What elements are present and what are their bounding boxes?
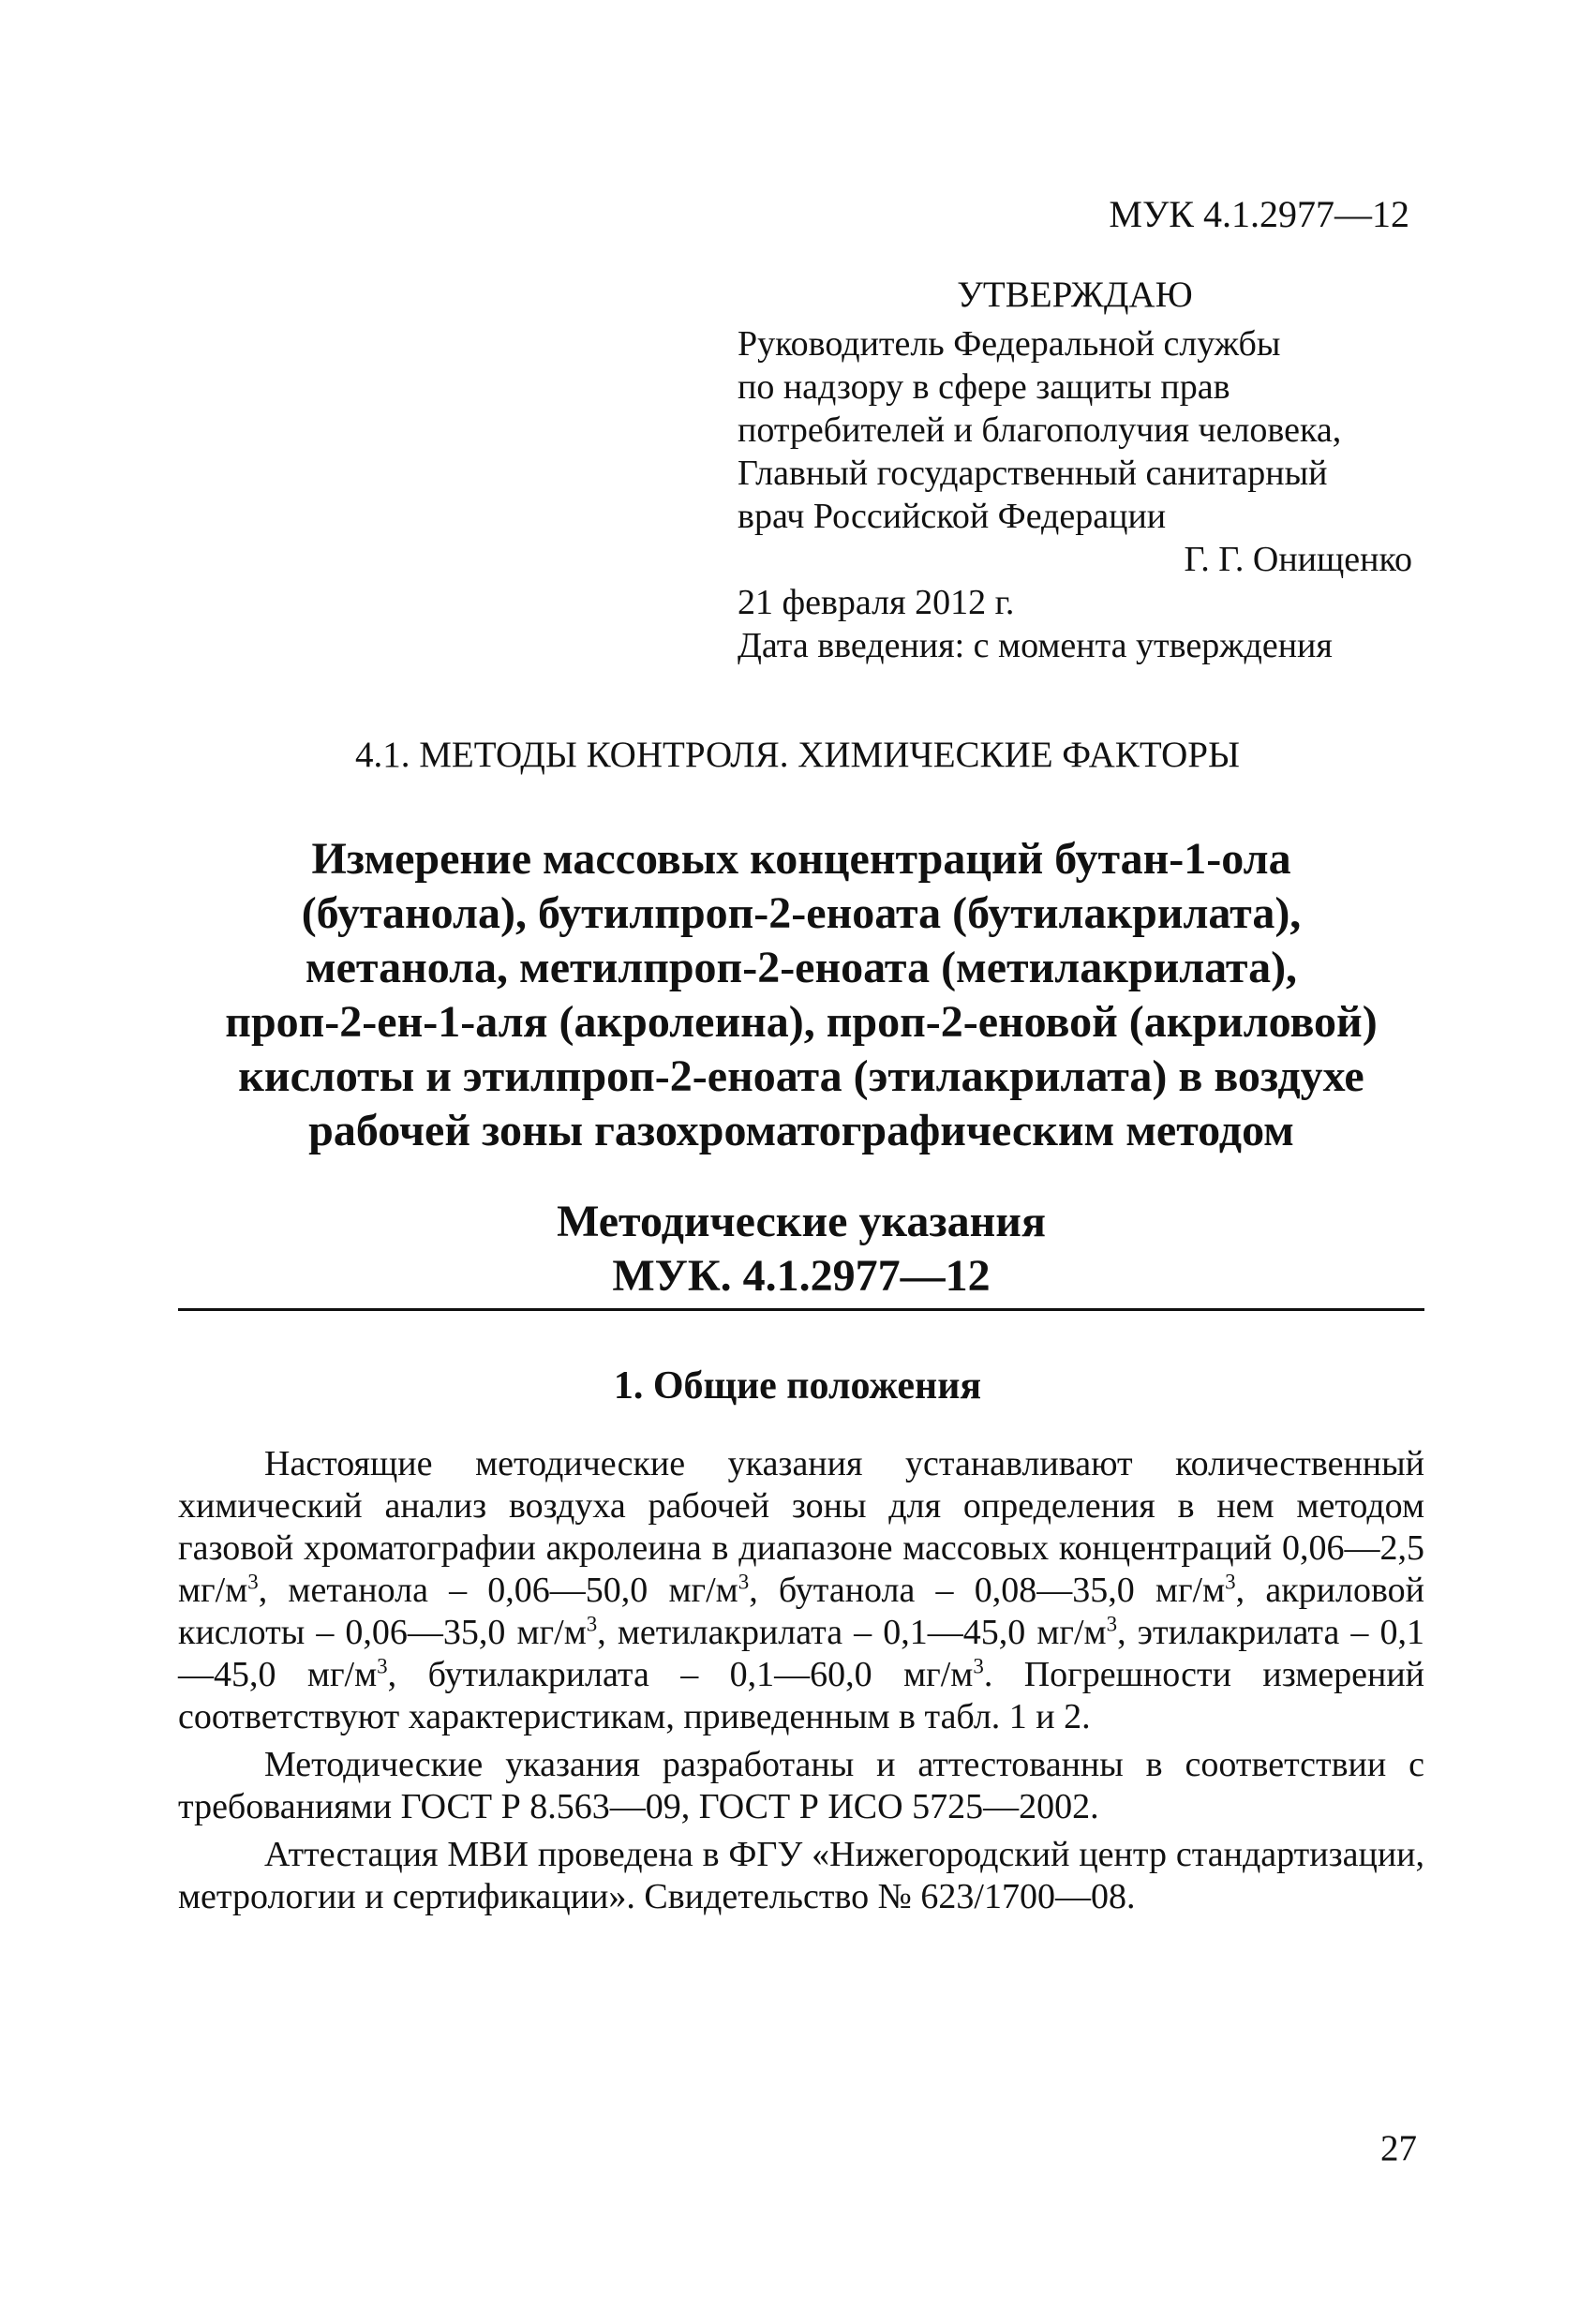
approval-title: УТВЕРЖДАЮ (957, 275, 1193, 315)
approval-line: по надзору в сфере защиты прав (738, 367, 1230, 407)
page-number: 27 (1380, 2128, 1417, 2168)
document-title (178, 832, 1424, 1158)
guideline-type: Методические указания (557, 1197, 1046, 1246)
approval-line: Руководитель Федеральной службы (738, 324, 1281, 364)
section-body (178, 1443, 1424, 1924)
title-line: кислоты и этилпроп-2-еноата (этилакрилата) в воздухе (238, 1051, 1364, 1101)
title-line: метанола, метилпроп-2-еноата (метилакрилата), (305, 943, 1298, 992)
guideline-block (178, 1195, 1424, 1304)
paragraph: Методические указания разработаны и аттестованны в соответствии с требованиями ГОСТ Р 8.563—09, ГОСТ Р ИСО 5725—2002. (178, 1745, 1424, 1826)
approval-date: 21 февраля 2012 г. (738, 583, 1015, 622)
approval-line: врач Российской Федерации (738, 497, 1167, 536)
document-code: МУК 4.1.2977—12 (1109, 193, 1409, 235)
approval-line: потребителей и благополучия человека, (738, 410, 1342, 450)
section-heading: 4.1. МЕТОДЫ КОНТРОЛЯ. ХИМИЧЕСКИЕ ФАКТОРЫ (355, 735, 1240, 775)
divider (178, 1308, 1424, 1311)
approval-line: Главный государственный санитарный (738, 454, 1328, 493)
subsection-title: 1. Общие положения (613, 1364, 982, 1408)
paragraph: Аттестация МВИ проведена в ФГУ «Нижегородский центр стандартизации, метрологии и сертификации». Свидетельство № 623/1700—08. (178, 1835, 1424, 1916)
title-line: Измерение массовых концентраций бутан-1-ола (311, 834, 1291, 884)
approval-effective-date: Дата введения: с момента утверждения (738, 626, 1333, 665)
paragraph: Настоящие методические указания устанавливают количественный химический анализ воздуха рабочей зоны для определения в нем методом газовой хроматографии акролеина в диапазоне массовых концентраций 0,06—2,5 $мг/м^3$, метанола – 0,06—50,0 $мг/м^3$, бутанола – 0,08—35,0 $мг/м^3$, акриловой кислоты – 0,06—35,0 $мг/м^3$, метилакрилата – 0,1—45,0 $мг/м^3$, этилакрилата – 0,1—45,0 $мг/м^3$, бутилакрилата – 0,1—60,0 $мг/м^3$. Погрешности измерений соответствуют характеристикам, приведенным в табл. 1 и 2. (178, 1444, 1424, 1736)
title-line: (бутанола), бутилпроп-2-еноата (бутилакрилата), (301, 888, 1302, 938)
title-line: рабочей зоны газохроматографическим методом (308, 1106, 1294, 1155)
guideline-code: МУК. 4.1.2977—12 (612, 1251, 991, 1301)
title-line: проп-2-ен-1-аля (акролеина), проп-2-еновой (акриловой) (225, 997, 1378, 1047)
approval-signatory: Г. Г. Онищенко (1184, 540, 1412, 579)
approval-block (738, 274, 1412, 667)
